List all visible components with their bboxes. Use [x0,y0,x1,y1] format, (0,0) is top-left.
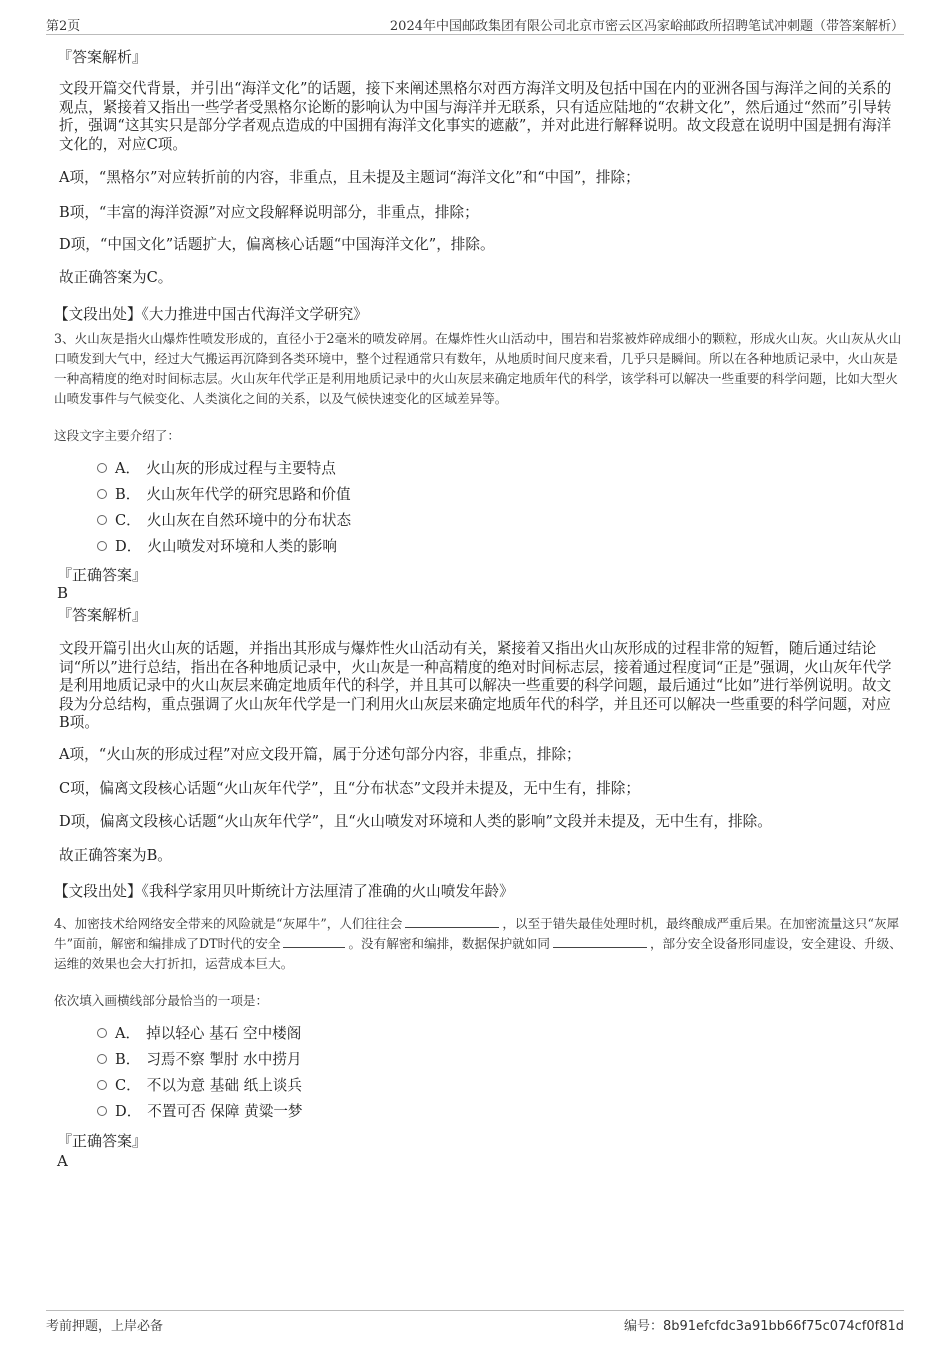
fill-blank-1 [405,915,499,928]
q2-analysis-b: B项，“丰富的海洋资源”对应文段解释说明部分，非重点，排除； [59,204,479,221]
q3-option-b[interactable]: B． 火山灰年代学的研究思路和价值 [97,486,351,504]
radio-icon[interactable] [97,1054,107,1064]
q4-option-d[interactable]: D． 不置可否 保障 黄粱一梦 [97,1103,303,1121]
q3-question-text: 3、火山灰是指火山爆炸性喷发形成的，直径小于2毫米的喷发碎屑。在爆炸性火山活动中，围岩和岩浆被炸碎成细小的颗粒，形成火山灰。火山灰从火山口喷发到大气中，经过大气搬运再沉降到各类环境中，整个过程通常只有数年，从地质时间尺度来看，几乎只是瞬间。所以在各种地质记录中，火山灰是一种高精度的绝对时间标志层。火山灰年代学正是利用地质记录中的火山灰层来确定地质年代的科学，该学科可以解决一些重要的科学问题，比如大型火山喷发事件与气候变化、人类演化之间的关系，以及气候快速变化的区域差异等。 [54,331,902,406]
q3-conclusion: 故正确答案为B。 [59,847,172,864]
footer-code: 编号：8b91efcfdc3a91bb66f75c074cf0f81d [623,1319,904,1334]
page-header [46,14,904,35]
q4-option-c[interactable]: C． 不以为意 基础 纸上谈兵 [97,1077,302,1095]
page-footer [46,1310,904,1334]
q3-option-a[interactable]: A． 火山灰的形成过程与主要特点 [97,460,336,478]
q3-option-c[interactable]: C． 火山灰在自然环境中的分布状态 [97,512,351,530]
q3-analysis-c: C项，偏离文段核心话题“火山灰年代学”，且“分布状态”文段并未提及，无中生有，排除； [59,780,640,797]
document-title: 2024年中国邮政集团有限公司北京市密云区冯家峪邮政所招聘笔试冲刺题（带答案解析） [389,19,904,34]
radio-icon[interactable] [97,489,107,499]
radio-icon[interactable] [97,541,107,551]
footer-slogan: 考前押题，上岸必备 [46,1319,164,1334]
radio-icon[interactable] [97,1106,107,1116]
q4-question-text: 4、加密技术给网络安全带来的风险就是“灰犀牛”，人们往往会 ，以至于错失最佳处理时机，最终酿成严重后果。在加密流量这只“灰犀牛”面前，解密和编排成了DT时代的安全 。没有解密和编排，数据保护就如同 ，部分安全设备形同虚设，安全建设、升级、运维的效果也会大打折扣，运营成本巨大。 [54,916,902,971]
q3-answer: B [57,584,69,602]
q3-analysis-heading: 『答案解析』 [57,606,148,624]
q3-analysis-a: A项，“火山灰的形成过程”对应文段开篇，属于分述句部分内容，非重点，排除； [59,746,581,763]
q2-analysis-text: 文段开篇交代背景，并引出“海洋文化”的话题，接下来阐述黑格尔对西方海洋文明及包括中国在内的亚洲各国与海洋之间的关系的观点，紧接着又指出一些学者受黑格尔论断的影响认为中国与海洋并无联系，只有适应陆地的“农耕文化”，然后通过“然而”引导转折，强调“这其实只是部分学者观点造成的中国拥有海洋文化事实的遮蔽”，并对此进行解释说明。故文段意在说明中国是拥有海洋文化的，对应C项。 [59,80,892,153]
q2-analysis-d: D项，“中国文化”话题扩大，偏离核心话题“中国海洋文化”，排除。 [59,236,495,253]
radio-icon[interactable] [97,1028,107,1038]
q4-answer-heading: 『正确答案』 [57,1132,148,1150]
q2-source: 【文段出处】《大力推进中国古代海洋文学研究》 [54,306,368,323]
q4-option-b[interactable]: B． 习焉不察 掣肘 水中捞月 [97,1051,302,1069]
radio-icon[interactable] [97,1080,107,1090]
page-number: 第2页 [46,19,81,34]
q4-prompt: 依次填入画横线部分最恰当的一项是： [54,993,269,1008]
q3-option-d[interactable]: D． 火山喷发对环境和人类的影响 [97,538,337,556]
q2-analysis-heading: 『答案解析』 [57,48,148,66]
q3-prompt: 这段文字主要介绍了： [54,428,180,443]
radio-icon[interactable] [97,515,107,525]
q2-analysis-a: A项，“黑格尔”对应转折前的内容，非重点，且未提及主题词“海洋文化”和“中国”，排除； [59,169,640,186]
radio-icon[interactable] [97,463,107,473]
q2-conclusion: 故正确答案为C。 [59,269,173,286]
fill-blank-2 [283,935,345,948]
q3-source: 【文段出处】《我科学家用贝叶斯统计方法厘清了准确的火山喷发年龄》 [54,883,514,900]
q4-option-a[interactable]: A． 掉以轻心 基石 空中楼阁 [97,1025,301,1043]
q4-answer: A [57,1152,68,1170]
q3-answer-heading: 『正确答案』 [57,566,148,584]
fill-blank-3 [553,935,647,948]
q3-analysis-d: D项，偏离文段核心话题“火山灰年代学”，且“火山喷发对环境和人类的影响”文段并未提及，无中生有，排除。 [59,813,772,830]
q3-analysis-text: 文段开篇引出火山灰的话题，并指出其形成与爆炸性火山活动有关，紧接着又指出火山灰形成的过程非常的短暂，随后通过结论词“所以”进行总结，指出在各种地质记录中，火山灰是一种高精度的绝对时间标志层，接着通过程度词“正是”强调，火山灰年代学是利用地质记录中的火山灰层来确定地质年代的科学，并且其可以解决一些重要的科学问题，最后通过“比如”进行举例说明。故文段为分总结构，重点强调了火山灰年代学是一门利用火山灰层来确定地质年代的科学，并且还可以解决一些重要的科学问题，对应B项。 [59,640,892,731]
